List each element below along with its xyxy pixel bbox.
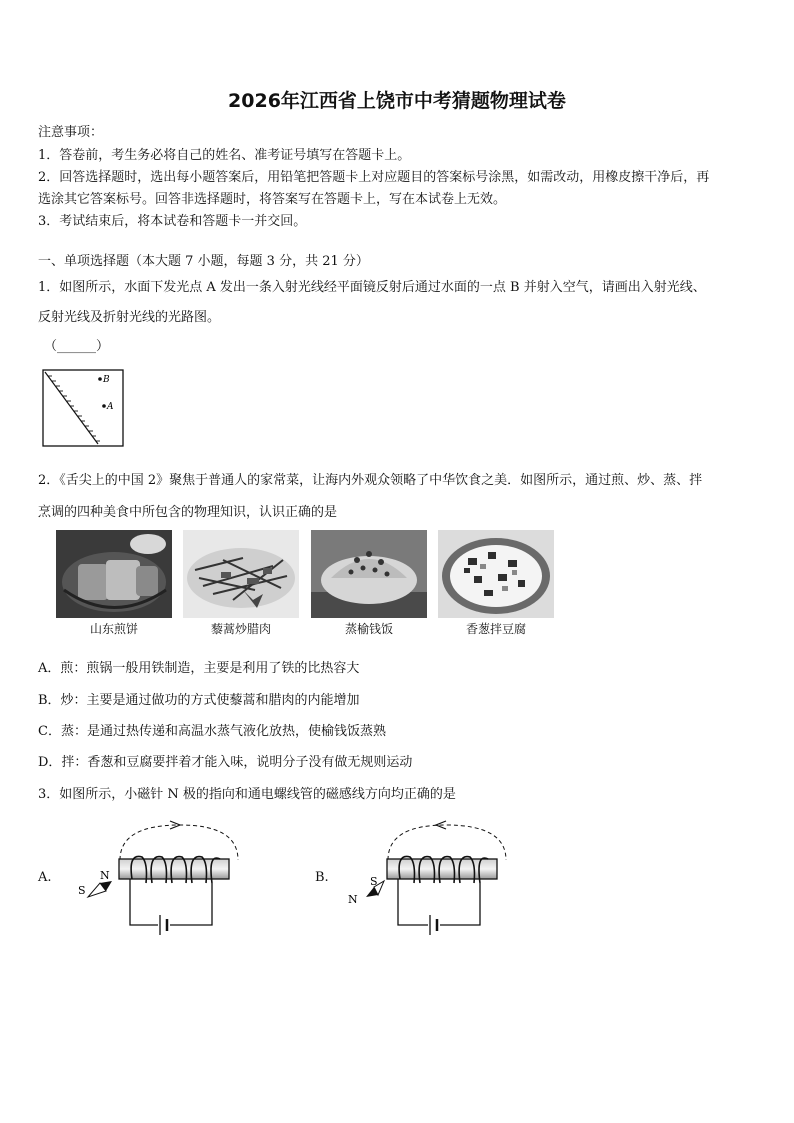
option-a-label: A. bbox=[38, 870, 52, 885]
option-a: A．煎：煎锅一般用铁制造，主要是利用了铁的比热容大 bbox=[38, 661, 360, 676]
food-photo-pancake bbox=[56, 530, 172, 618]
notice-item: 2．回答选择题时，选出每小题答案后，用铅笔把答题卡上对应题目的答案标号涂黑，如需改动，用橡皮擦干净后，再 bbox=[38, 170, 710, 185]
point-a bbox=[102, 404, 106, 408]
food-photo-stirfry bbox=[183, 530, 299, 618]
needle-north-label: N bbox=[100, 869, 110, 882]
question-3-text: 3．如图所示，小磁针 N 极的指向和通电螺线管的磁感线方向均正确的是 bbox=[38, 787, 456, 802]
question-2-text: 2．《舌尖上的中国 2》聚焦于普通人的家常菜，让海内外观众领略了中华饮食之美．如图所示，通过煎、炒、蒸、拌 bbox=[38, 473, 703, 488]
notice-item: 1．答卷前，考生务必将自己的姓名、准考证号填写在答题卡上。 bbox=[38, 148, 411, 163]
option-b: B．炒：主要是通过做功的方式使藜蒿和腊肉的内能增加 bbox=[38, 693, 360, 708]
water-tank-figure bbox=[40, 367, 128, 449]
notice-item: 选涂其它答案标号。回答非选择题时，将答案写在答题卡上，写在本试卷上无效。 bbox=[38, 192, 507, 207]
point-b bbox=[98, 377, 102, 381]
solenoid-figure-b bbox=[340, 815, 520, 940]
section-heading: 一、单项选择题（本大题 7 小题，每题 3 分，共 21 分） bbox=[38, 254, 369, 269]
food-caption: 山东煎饼 bbox=[89, 622, 138, 636]
answer-blank: （______） bbox=[44, 339, 110, 354]
question-1-text-cont: 反射光线及折射光线的光路图。 bbox=[38, 310, 221, 325]
option-b-label: B. bbox=[315, 870, 329, 885]
compass-needle-a bbox=[88, 881, 112, 897]
food-photo-tofu bbox=[438, 530, 554, 618]
page-title: 2026年江西省上饶市中考猜题物理试卷 bbox=[228, 90, 566, 112]
needle-south-label: S bbox=[370, 875, 378, 888]
food-caption: 蒸榆钱饭 bbox=[344, 622, 393, 636]
needle-south-label: S bbox=[78, 884, 86, 897]
food-caption: 香葱拌豆腐 bbox=[465, 622, 526, 636]
solenoid-figure-a bbox=[70, 815, 250, 940]
point-b-label: B bbox=[103, 375, 110, 385]
food-caption: 藜蒿炒腊肉 bbox=[210, 622, 271, 636]
notice-heading: 注意事项： bbox=[38, 125, 104, 140]
question-2-text-cont: 烹调的四种美食中所包含的物理知识，认识正确的是 bbox=[38, 505, 338, 520]
notice-item: 3．考试结束后，将本试卷和答题卡一并交回。 bbox=[38, 214, 307, 229]
question-1-text: 1．如图所示，水面下发光点 A 发出一条入射光线经平面镜反射后通过水面的一点 B 并射入空气，请画出入射光线、 bbox=[38, 280, 706, 295]
option-d: D．拌：香葱和豆腐要拌着才能入味，说明分子没有做无规则运动 bbox=[38, 755, 413, 770]
point-a-label: A bbox=[107, 402, 114, 412]
food-photo-steamed-rice bbox=[311, 530, 427, 618]
option-c: C．蒸：是通过热传递和高温水蒸气液化放热，使榆钱饭蒸熟 bbox=[38, 724, 386, 739]
needle-north-label: N bbox=[348, 893, 358, 906]
